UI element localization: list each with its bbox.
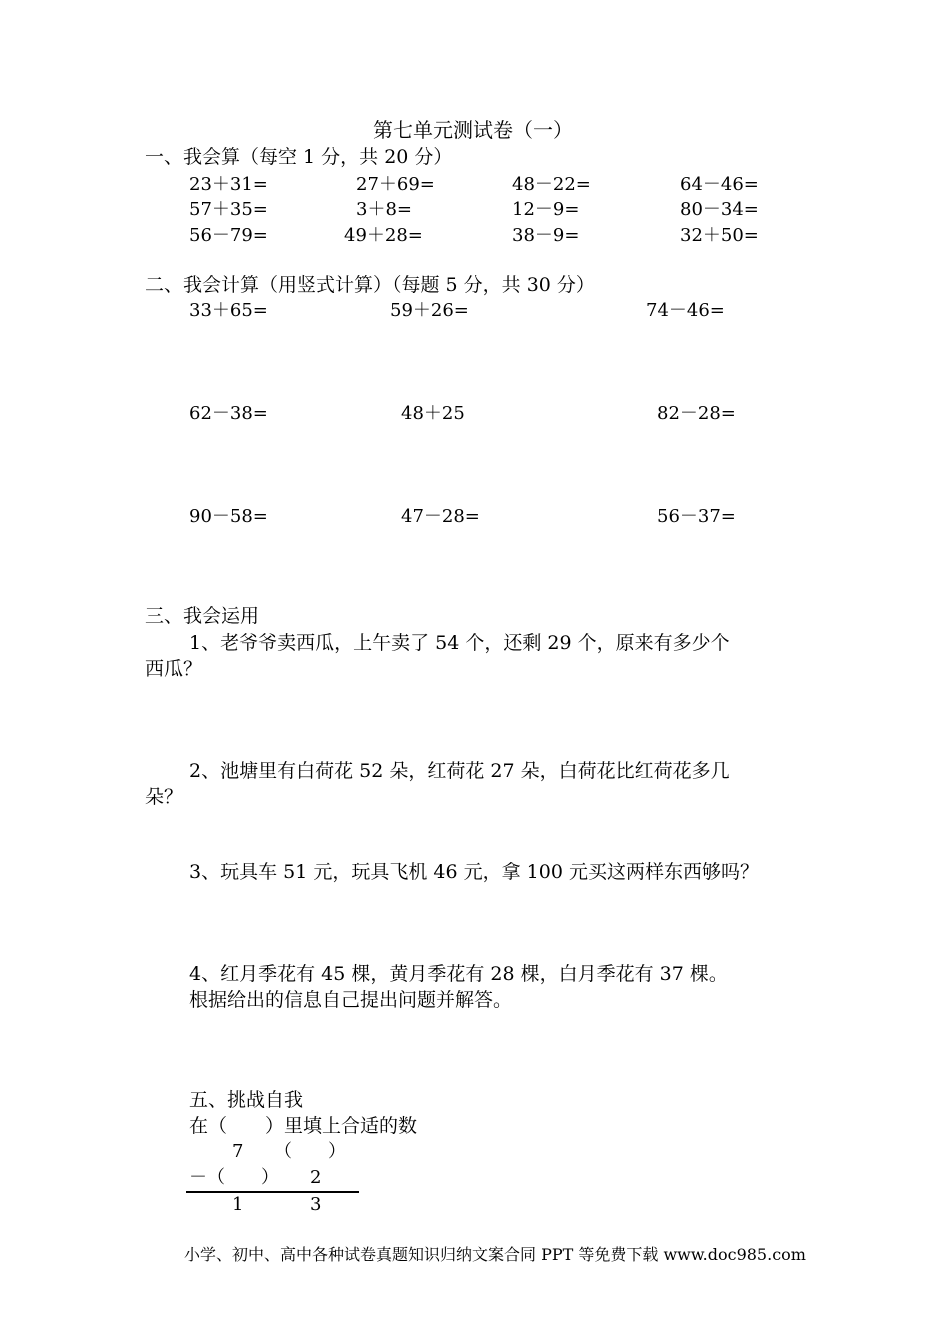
- calc-item: 57＋35=: [189, 199, 268, 220]
- puzzle-digit: 1: [232, 1194, 244, 1215]
- calc-item: 64－46=: [680, 174, 759, 195]
- vertical-calc-item: 48＋25: [401, 403, 465, 424]
- vertical-calc-item: 33＋65=: [189, 300, 268, 321]
- calc-item: 38－9=: [512, 225, 580, 246]
- calc-item: 80－34=: [680, 199, 759, 220]
- section1-heading: 一、我会算（每空 1 分，共 20 分）: [145, 146, 453, 168]
- word-problem-3: 3、玩具车 51 元，玩具飞机 46 元，拿 100 元买这两样东西够吗？: [189, 861, 759, 883]
- word-problem-2-cont: 朵？: [145, 786, 184, 808]
- vertical-calc-item: 59＋26=: [390, 300, 469, 321]
- puzzle-digit: 2: [310, 1167, 322, 1188]
- puzzle-digit: 7: [232, 1141, 244, 1162]
- section5-instruction: 在（ ）里填上合适的数: [189, 1115, 418, 1137]
- word-problem-2: 2、池塘里有白荷花 52 朵，红荷花 27 朵，白荷花比红荷花多几: [189, 760, 730, 782]
- section3-heading: 三、我会运用: [145, 605, 260, 627]
- calc-item: 32＋50=: [680, 225, 759, 246]
- vertical-calc-item: 82－28=: [657, 403, 736, 424]
- word-problem-4: 4、红月季花有 45 棵，黄月季花有 28 棵，白月季花有 37 棵。: [189, 963, 728, 985]
- vertical-calc-item: 90－58=: [189, 506, 268, 527]
- calc-item: 56－79=: [189, 225, 268, 246]
- calc-item: 48－22=: [512, 174, 591, 195]
- calc-item: 49＋28=: [344, 225, 423, 246]
- calc-item: 12－9=: [512, 199, 580, 220]
- vertical-calc-item: 47－28=: [401, 506, 480, 527]
- calc-item: 3＋8=: [356, 199, 412, 220]
- puzzle-digit: 3: [310, 1194, 322, 1215]
- puzzle-blank: －（ ）: [189, 1167, 279, 1188]
- word-problem-1-cont: 西瓜？: [145, 658, 203, 680]
- puzzle-divider-line: [186, 1191, 359, 1193]
- page-title: 第七单元测试卷（一）: [373, 118, 573, 142]
- section5-heading: 五、挑战自我: [189, 1089, 304, 1111]
- word-problem-4-cont: 根据给出的信息自己提出问题并解答。: [189, 989, 513, 1011]
- word-problem-1: 1、老爷爷卖西瓜，上午卖了 54 个，还剩 29 个，原来有多少个: [189, 632, 730, 654]
- vertical-calc-item: 56－37=: [657, 506, 736, 527]
- section2-heading: 二、我会计算（用竖式计算）（每题 5 分，共 30 分）: [145, 274, 595, 296]
- vertical-calc-item: 62－38=: [189, 403, 268, 424]
- vertical-calc-item: 74－46=: [646, 300, 725, 321]
- puzzle-blank: （ ）: [274, 1141, 346, 1162]
- calc-item: 23＋31=: [189, 174, 268, 195]
- page-footer: 小学、初中、高中各种试卷真题知识归纳文案合同 PPT 等免费下载 www.doc985.com: [184, 1245, 806, 1264]
- calc-item: 27＋69=: [356, 174, 435, 195]
